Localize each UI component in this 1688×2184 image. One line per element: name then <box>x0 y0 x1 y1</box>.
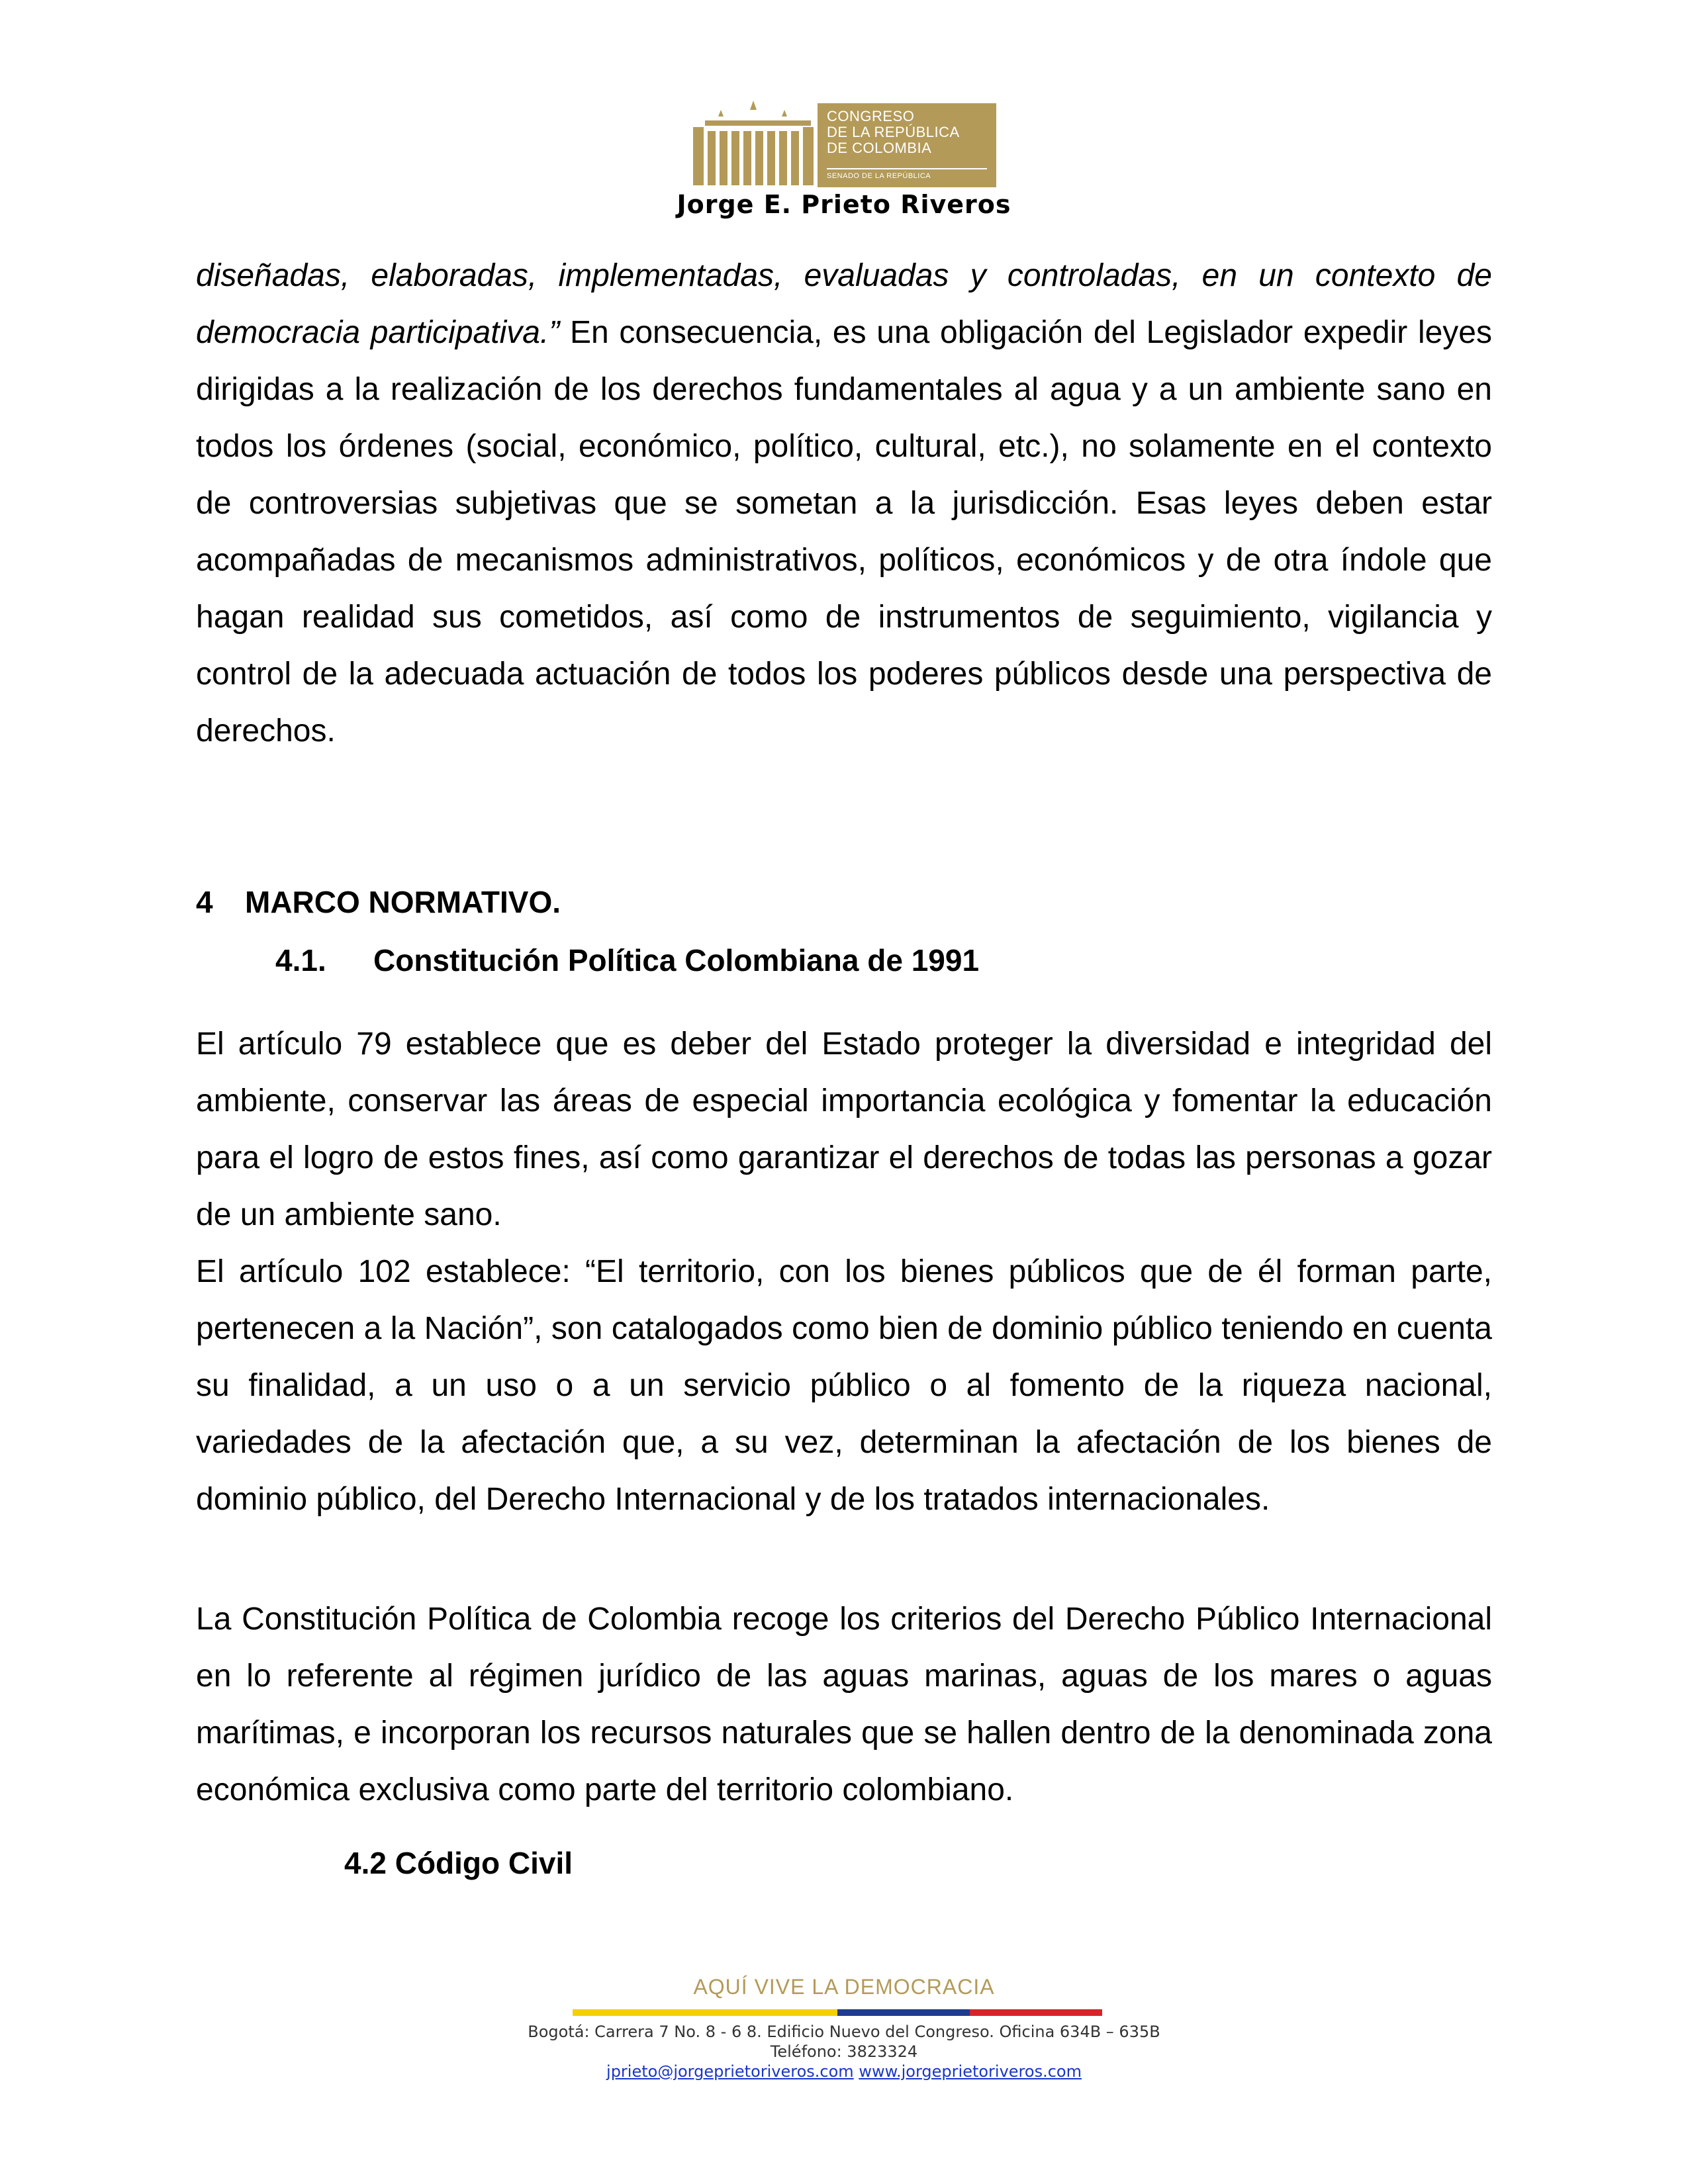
page-header <box>0 0 1688 225</box>
congress-logo-text <box>818 103 996 187</box>
paragraph-intro-text: En consecuencia, es una obligación del Legislador expedir leyes dirigidas a la realización de los derechos fundamentales al agua y a un ambiente sano en todos los órdenes (social, económico, político, cultural, etc.), no solamente en el contexto de controversias subjetivas que se sometan a la jurisdicción. Esas leyes deben estar acompañadas de mecanismos administrativos, políticos, económicos y de otra índole que hagan realidad sus cometidos, así como de instrumentos de seguimiento, vigilancia y control de la adecuada actuación de todos los poderes públicos desde una perspectiva de derechos. <box>196 315 1492 749</box>
footer-address: Bogotá: Carrera 7 No. 8 - 6 8. Edificio Nuevo del Congreso. Oficina 634B – 635B <box>528 2023 1160 2041</box>
section-heading <box>196 874 561 931</box>
logo-divider <box>827 168 987 169</box>
paragraph-articles <box>196 1016 1492 1528</box>
paragraph-constitution <box>196 1591 1492 1819</box>
footer-slogan: AQUÍ VIVE LA DEMOCRACIA <box>693 1975 995 1999</box>
paragraph-intro <box>196 248 1492 760</box>
footer-links <box>0 2062 1688 2081</box>
subsection-title: Constitución Política Colombiana de 1991 <box>373 943 980 978</box>
email-link[interactable]: jprieto@jorgeprietoriveros.com <box>606 2062 854 2081</box>
section-number: 4 <box>196 885 213 919</box>
subsection-number: 4.1. <box>275 943 326 978</box>
paragraph-constitution-text: La Constitución Política de Colombia recoge los criterios del Derecho Público Internacional en lo referente al régimen jurídico de las aguas marinas, aguas de los mares o aguas marítimas, e incorporan los recursos naturales que se hallen dentro de la denominada zona económica exclusiva como parte del territorio colombiano. <box>196 1602 1492 1807</box>
subsection-heading <box>275 932 979 989</box>
flag-stripe <box>573 2009 1102 2016</box>
logo-line-3: DE COLOMBIA <box>827 140 932 156</box>
website-link[interactable]: www.jorgeprietoriveros.com <box>859 2062 1082 2081</box>
flag-red-stripe <box>970 2009 1102 2016</box>
flag-yellow-stripe <box>573 2009 837 2016</box>
logo-line-2: DE LA REPÚBLICA <box>827 124 960 140</box>
flag-blue-stripe <box>837 2009 970 2016</box>
section-title: MARCO NORMATIVO. <box>245 885 561 919</box>
congress-building-icon <box>692 98 814 187</box>
quote-italic: diseñadas, elaboradas, implementadas, evaluadas y controladas, en un contexto de democracia participativa.” <box>196 258 1492 350</box>
senator-name: Jorge E. Prieto Riveros <box>677 190 1011 219</box>
paragraph-article-102: El artículo 102 establece: “El territorio, con los bienes públicos que de él forman parte, pertenecen a la Nación”, son catalogados como bien de dominio público teniendo en cuenta su finalidad, a un uso o a un servicio público o al fomento de la riqueza nacional, variedades de la afectación que, a su vez, determinan la afectación de los bienes de dominio público, del Derecho Internacional y de los tratados internacionales. <box>196 1254 1492 1517</box>
paragraph-article-79: El artículo 79 establece que es deber del Estado proteger la diversidad e integridad del ambiente, conservar las áreas de especial importancia ecológica y fomentar la educación para el logro de estos fines, así como garantizar el derechos de todas las personas a gozar de un ambiente sano. <box>196 1026 1492 1232</box>
subsection-heading-civil-code: 4.2 Código Civil <box>344 1846 573 1880</box>
congress-logo <box>692 98 996 187</box>
footer-phone: Teléfono: 3823324 <box>770 2042 918 2061</box>
logo-subtitle: SENADO DE LA REPÚBLICA <box>827 172 931 180</box>
logo-line-1: CONGRESO <box>827 108 915 124</box>
